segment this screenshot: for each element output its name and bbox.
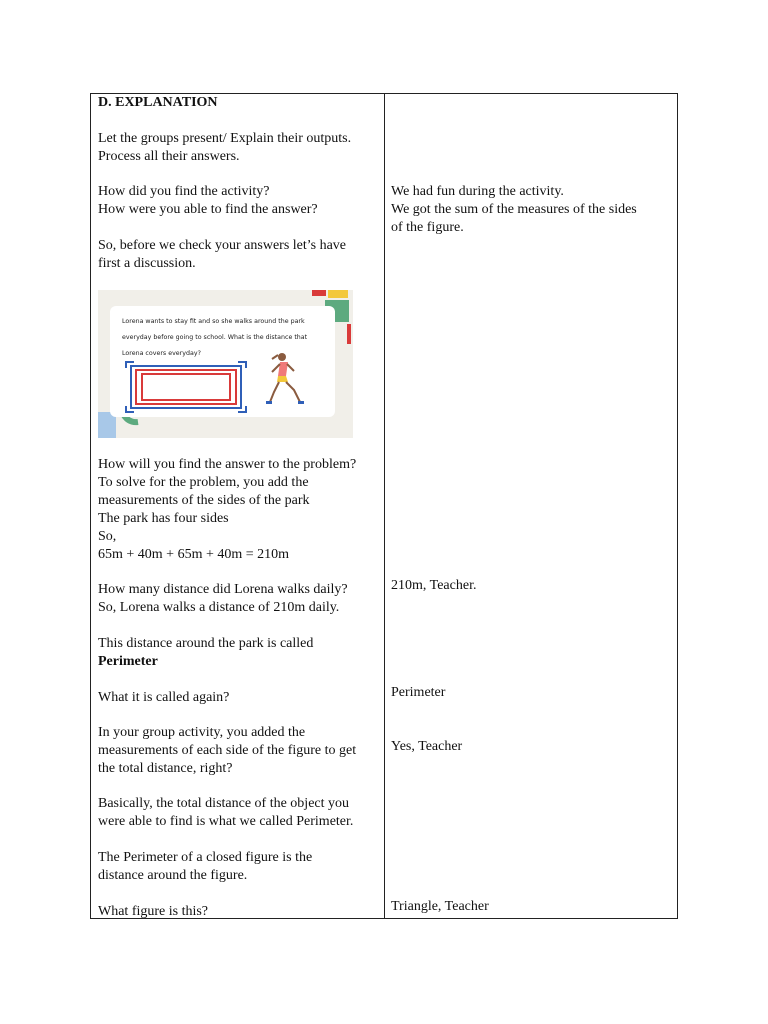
- slide-problem-text: Lorena wants to stay fit and so she walks around the park everyday before going to school. What is the distance that Lorena covers everyday?: [122, 318, 308, 357]
- left-text: To solve for the problem, you add the: [98, 475, 309, 490]
- left-text-bold: Perimeter: [98, 654, 158, 669]
- section-heading: D. EXPLANATION: [98, 95, 218, 110]
- lesson-table: [90, 93, 678, 919]
- right-text: Yes, Teacher: [391, 739, 463, 754]
- left-text: first a discussion.: [98, 256, 196, 271]
- slide-card: [110, 306, 335, 417]
- left-text: distance around the figure.: [98, 868, 248, 883]
- left-text: the total distance, right?: [98, 761, 233, 776]
- left-text: So,: [98, 529, 117, 544]
- left-text: 65m + 40m + 65m + 40m = 210m: [98, 547, 290, 562]
- left-text: measurements of the sides of the park: [98, 493, 310, 508]
- left-text: So, Lorena walks a distance of 210m daily.: [98, 600, 340, 615]
- left-text: In your group activity, you added the: [98, 725, 306, 740]
- left-text: What it is called again?: [98, 690, 230, 705]
- left-text: The park has four sides: [98, 511, 229, 526]
- right-text: Triangle, Teacher: [391, 899, 489, 914]
- right-text: We had fun during the activity.: [391, 184, 564, 199]
- left-text: How will you find the answer to the problem?: [98, 457, 357, 472]
- park-diagram: [110, 306, 335, 417]
- left-text: So, before we check your answers let’s have: [98, 238, 347, 253]
- left-text: were able to find is what we called Perimeter.: [98, 814, 354, 829]
- left-text: How were you able to find the answer?: [98, 202, 318, 217]
- left-text: measurements of each side of the figure to get: [98, 743, 357, 758]
- left-text: Basically, the total distance of the object you: [98, 796, 350, 811]
- right-text: Perimeter: [391, 685, 446, 700]
- right-text: 210m, Teacher.: [391, 578, 477, 593]
- column-divider: [384, 94, 385, 918]
- right-text: of the figure.: [391, 220, 464, 235]
- left-text: How did you find the activity?: [98, 184, 270, 199]
- left-text: What figure is this?: [98, 904, 209, 919]
- left-text: How many distance did Lorena walks daily?: [98, 582, 348, 597]
- problem-slide-image: [98, 290, 353, 438]
- left-text: Let the groups present/ Explain their outputs.: [98, 131, 352, 146]
- left-text: This distance around the park is called: [98, 636, 314, 651]
- left-text: Process all their answers.: [98, 149, 240, 164]
- left-text: The Perimeter of a closed figure is the: [98, 850, 313, 865]
- right-text: We got the sum of the measures of the sides: [391, 202, 637, 217]
